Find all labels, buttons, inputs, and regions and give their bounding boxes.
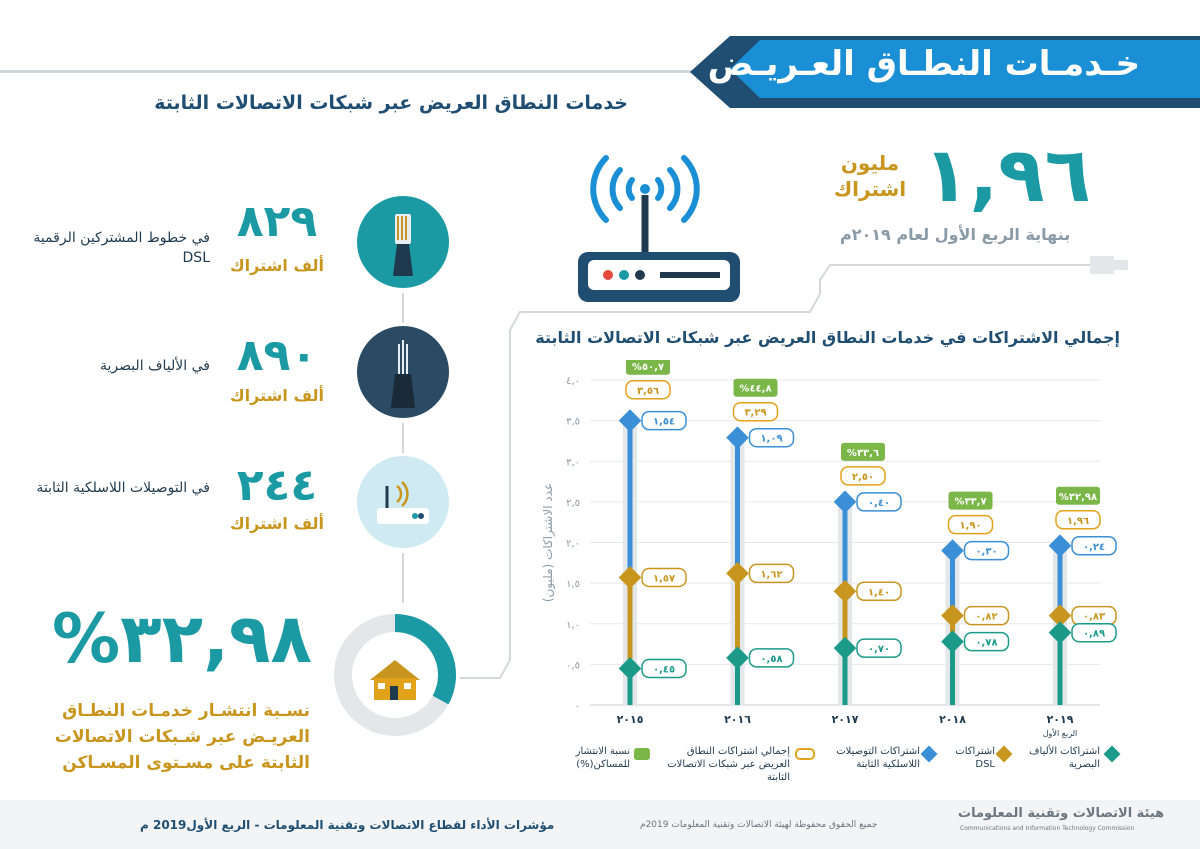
x-tick-sublabel: الربع الأول [1042, 729, 1078, 738]
dsl-label: ٠,٨٣ [1082, 611, 1106, 623]
penetration-label: %٤٤,٨ [739, 383, 772, 395]
y-axis-label: عدد الاشتراكات (مليون) [541, 482, 555, 603]
dsl-point [619, 566, 642, 589]
wireless-label: ١,٠٩ [760, 433, 783, 445]
legend-fiber: اشتراكات الألياف البصرية [1029, 746, 1100, 770]
fiber-label: ٠,٧٠ [867, 644, 891, 656]
wireless-label: ٠,٣٠ [975, 546, 998, 558]
total-label: ٣,٥٦ [636, 385, 660, 397]
page-subtitle: خدمات النطاق العريض عبر شبكات الاتصالات الثابتة [154, 92, 628, 114]
fiber-point [834, 637, 857, 660]
wireless-point [726, 426, 749, 449]
dsl-label: ٠,٨٢ [975, 611, 998, 623]
penetration-label: نسـبة انتشـار خدمـات النطـاق العريـض عبر شـبكات الاتصالات الثابتة على مسـتوى المسـاكن [54, 701, 310, 773]
stat-fiber-value: ٨٩٠ [236, 330, 318, 381]
stat-dsl-unit: ألف اشتراك [230, 256, 324, 275]
wireless-point [1049, 534, 1072, 557]
y-tick-label: ٢,٠ [566, 538, 580, 550]
stat-wireless-label: في التوصيلات اللاسلكية الثابتة [36, 480, 210, 496]
legend-fiber-marker [1104, 746, 1121, 763]
fiber-label: ٠,٥٨ [760, 653, 783, 665]
penetration-value: %٣٢,٩٨ [52, 600, 312, 679]
fiber-label: ٠,٤٥ [652, 664, 676, 676]
y-tick-label: ٢,٥ [566, 497, 580, 509]
fiber-optic-icon [357, 326, 449, 418]
y-tick-label: ٣,٥ [566, 416, 580, 428]
wireless-label: ٠,٢٤ [1082, 541, 1106, 553]
x-tick-label: ٢٠١٧ [831, 713, 859, 726]
x-tick-label: ٢٠١٩ [1046, 713, 1074, 726]
divider [402, 553, 404, 603]
headline-caption: بنهاية الربع الأول لعام ٢٠١٩م [840, 225, 1071, 244]
penetration-label: %٣٢,٩٨ [1058, 491, 1098, 503]
stat-fiber-label: في الألياف البصرية [99, 358, 210, 374]
penetration-ring [330, 610, 460, 740]
dsl-label: ١,٥٧ [652, 573, 676, 585]
legend-wireless-marker [921, 746, 938, 763]
y-tick-label: ٠,٥ [566, 660, 580, 672]
stat-dsl-label: في خطوط المشتركين الرقمية DSL [33, 230, 210, 266]
subscriptions-chart [530, 360, 1130, 740]
fiber-point [726, 647, 749, 670]
wireless-label: ٠,٤٠ [867, 497, 891, 509]
total-label: ٢,٥٠ [851, 471, 875, 483]
legend-total-marker [795, 748, 815, 760]
dsl-point [726, 562, 749, 585]
penetration-label: %٣٣,٦ [846, 447, 880, 459]
fiber-point [941, 630, 964, 653]
y-tick-label: ٣,٠ [566, 457, 580, 469]
dsl-label: ١,٦٢ [760, 569, 783, 581]
penetration-label: %٥٠,٧ [631, 361, 665, 373]
house-icon [370, 660, 420, 700]
legend-penetration-marker [634, 748, 650, 760]
fiber-label: ٠,٨٩ [1082, 628, 1106, 640]
legend-dsl: اشتراكات DSL [955, 746, 995, 770]
fiber-point [1049, 621, 1072, 644]
footer-copyright: جميع الحقوق محفوظة لهيئة الاتصالات وتقنية المعلومات 2019م [640, 820, 878, 830]
y-tick-label: ١,٠ [566, 619, 580, 631]
penetration-label: %٣٣,٧ [954, 496, 987, 508]
legend-total: إجمالي اشتراكات النطاق العريض عبر شبكات الاتصالات الثابتة [667, 746, 790, 783]
chart-legend [570, 745, 1130, 795]
headline-unit: مليون اشتراك [833, 151, 907, 201]
y-tick-label: ١,٥ [566, 579, 580, 591]
header-rule [0, 70, 700, 73]
x-tick-label: ٢٠١٨ [939, 713, 966, 726]
divider [402, 293, 404, 323]
ethernet-plug-icon [1090, 256, 1128, 274]
stat-fiber-unit: ألف اشتراك [230, 386, 324, 405]
x-tick-label: ٢٠١٥ [616, 713, 644, 726]
fiber-label: ٠,٧٨ [975, 637, 998, 649]
footer-title: مؤشرات الأداء لقطاع الاتصالات وتقنية المعلومات - الربع الأول2019 م [140, 818, 555, 832]
wireless-label: ١,٥٤ [652, 416, 676, 428]
chart-title: إجمالي الاشتراكات في خدمات النطاق العريض عبر شبكات الاتصالات الثابتة [535, 328, 1120, 347]
y-tick-label: ٤,٠ [566, 376, 580, 387]
citc-logo-en: Communications and Information Technology Commission [960, 825, 1135, 832]
total-label: ٣,٢٩ [744, 407, 767, 419]
total-label: ١,٩٠ [959, 520, 982, 532]
citc-logo: هيئة الاتصالات وتقنية المعلومات [958, 806, 1165, 821]
y-tick-label: ٠ [574, 701, 580, 712]
legend-wireless: اشتراكات التوصيلات اللاسلكية الثابتة [836, 746, 920, 770]
wireless-router-icon [357, 456, 449, 548]
x-tick-label: ٢٠١٦ [724, 713, 751, 726]
fiber-point [619, 657, 642, 680]
page-title: خـدمـات النطـاق العـريـض [707, 44, 1140, 84]
stat-dsl-value: ٨٢٩ [236, 196, 318, 247]
stat-wireless-unit: ألف اشتراك [230, 514, 324, 533]
divider [402, 423, 404, 453]
total-label: ١,٩٦ [1066, 515, 1090, 527]
headline-value: ١,٩٦ [923, 130, 1092, 219]
dsl-cable-icon [357, 196, 449, 288]
legend-dsl-marker [996, 746, 1013, 763]
stat-wireless-value: ٢٤٤ [236, 460, 318, 511]
wireless-point [619, 409, 642, 432]
dsl-label: ١,٤٠ [867, 587, 891, 599]
wireless-point [834, 491, 857, 514]
legend-penetration: نسبة الانتشار للمساكن(%) [575, 746, 630, 770]
